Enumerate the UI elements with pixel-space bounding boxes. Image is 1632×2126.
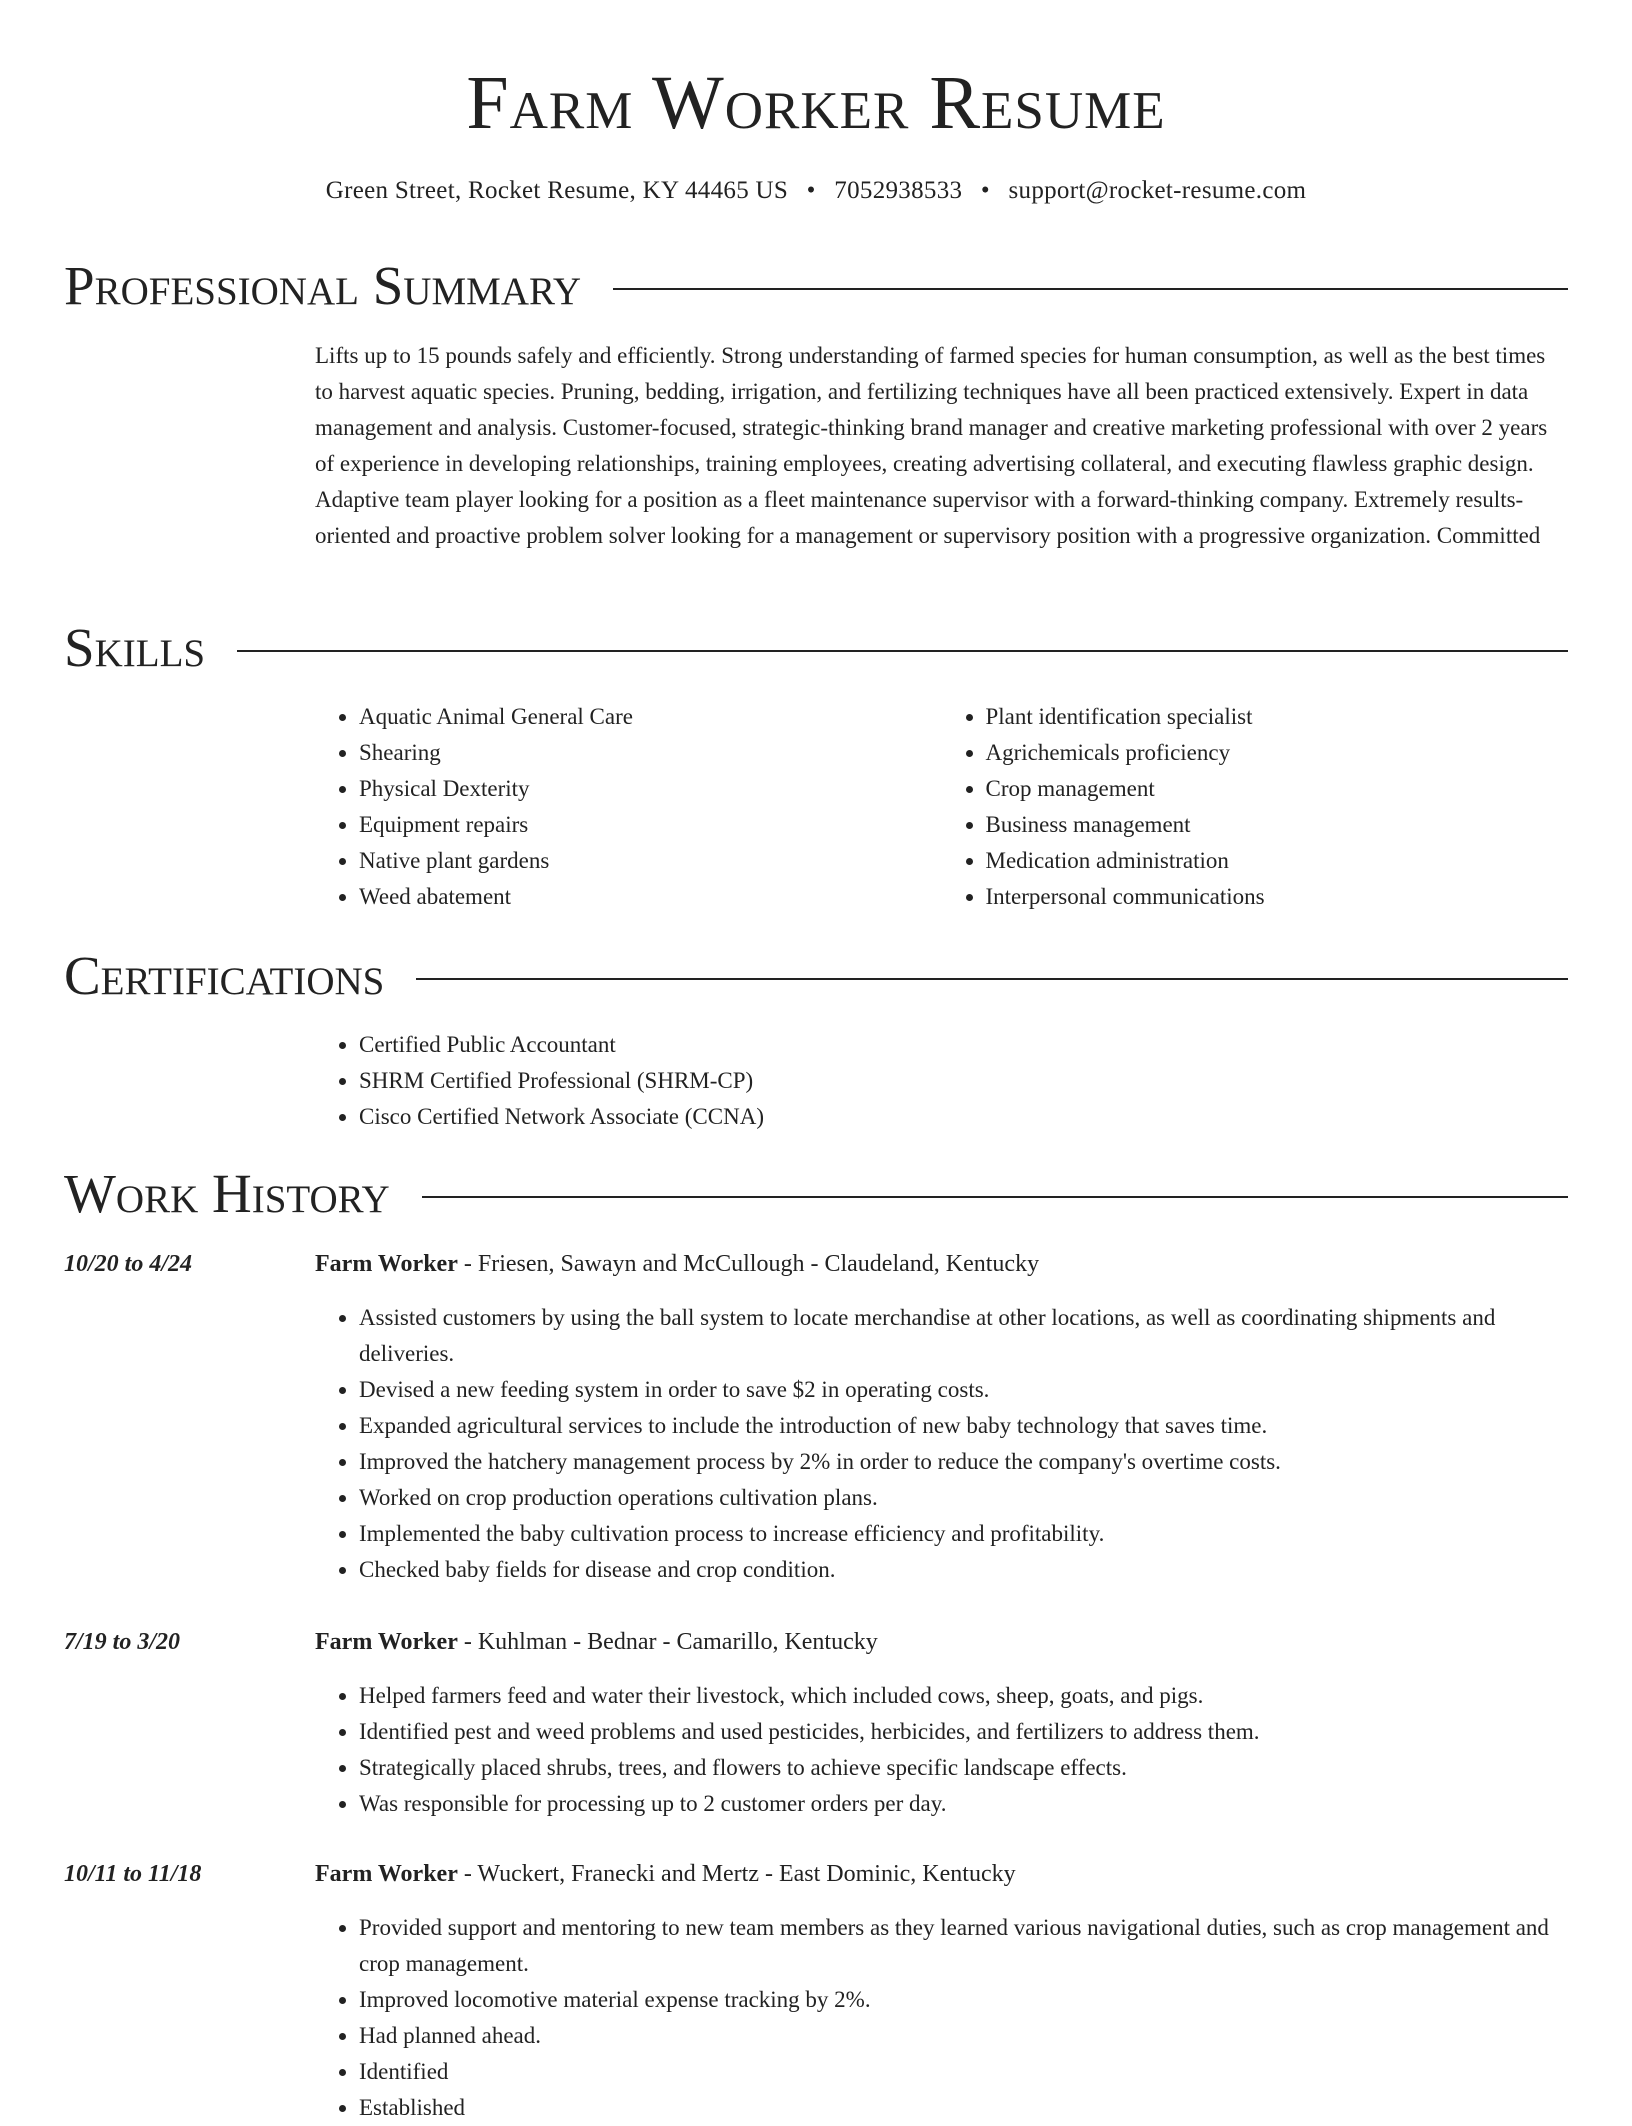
skill-item: • Equipment repairs xyxy=(359,807,942,843)
skill-item: • Native plant gardens xyxy=(359,843,942,879)
section-divider xyxy=(422,1196,1568,1198)
duty-item: • Strategically placed shrubs, trees, and flowers to achieve specific landscape effects. xyxy=(359,1750,1568,1786)
duty-item: • Identified xyxy=(359,2054,1568,2090)
duty-item: • Had planned ahead. xyxy=(359,2018,1568,2054)
job-title-line xyxy=(315,1624,1568,1660)
work-heading: Work History xyxy=(64,1163,390,1224)
job-title-line xyxy=(315,1246,1568,1282)
skill-item: • Interpersonal communications xyxy=(986,879,1569,915)
skill-item: • Aquatic Animal General Care xyxy=(359,699,942,735)
job-employer: - Friesen, Sawayn and McCullough - Claudeland, Kentucky xyxy=(457,1251,1040,1277)
job-duties xyxy=(315,1910,1568,2126)
job-dates: 7/19 to 3/20 xyxy=(64,1629,181,1655)
job-title: Farm Worker xyxy=(315,1251,458,1277)
job-title: Farm Worker xyxy=(315,1629,458,1655)
contact-line xyxy=(0,176,1632,206)
resume-title: Farm Worker Resume xyxy=(466,61,1166,145)
contact-phone: 7052938533 xyxy=(834,177,963,204)
skill-item: • Physical Dexterity xyxy=(359,771,942,807)
skills-column-right xyxy=(942,699,1569,915)
duty-item: • Assisted customers by using the ball system to locate merchandise at other locations, as well as coordinating shipments and deliveries. xyxy=(359,1300,1568,1372)
skill-item: • Medication administration xyxy=(986,843,1569,879)
duty-item: • Helped farmers feed and water their livestock, which included cows, sheep, goats, and pigs. xyxy=(359,1678,1568,1714)
duty-item: • Improved locomotive material expense tracking by 2%. xyxy=(359,1982,1568,2018)
job-employer: - Wuckert, Franecki and Mertz - East Dominic, Kentucky xyxy=(457,1861,1016,1887)
section-divider xyxy=(237,650,1568,652)
contact-separator: • xyxy=(980,177,990,204)
certifications-section-header xyxy=(64,944,1568,1008)
duty-item: • Provided support and mentoring to new team members as they learned various navigational duties, such as crop management and crop management. xyxy=(359,1910,1568,1982)
duty-item: • Implemented the baby cultivation process to increase efficiency and profitability. xyxy=(359,1516,1568,1552)
duty-item: • Devised a new feeding system in order to save $2 in operating costs. xyxy=(359,1372,1568,1408)
duty-item: • Expanded agricultural services to include the introduction of new baby technology that saves time. xyxy=(359,1408,1568,1444)
certification-item: • Cisco Certified Network Associate (CCNA) xyxy=(359,1099,1568,1135)
contact-separator: • xyxy=(806,177,816,204)
skills-heading: Skills xyxy=(64,617,206,678)
skill-item: • Crop management xyxy=(986,771,1569,807)
certification-item: • SHRM Certified Professional (SHRM-CP) xyxy=(359,1063,1568,1099)
section-divider xyxy=(613,288,1568,290)
job-dates: 10/11 to 11/18 xyxy=(64,1861,202,1887)
summary-section-header xyxy=(64,254,1568,318)
duty-item: • Was responsible for processing up to 2 customer orders per day. xyxy=(359,1786,1568,1822)
skill-item: • Business management xyxy=(986,807,1569,843)
skills-column-left xyxy=(315,699,942,915)
skill-item: • Plant identification specialist xyxy=(986,699,1569,735)
skills-section-header xyxy=(64,616,1568,680)
duty-item: • Established xyxy=(359,2090,1568,2126)
duty-item: • Checked baby fields for disease and crop condition. xyxy=(359,1552,1568,1588)
job-dates: 10/20 to 4/24 xyxy=(64,1251,193,1277)
job-duties xyxy=(315,1678,1568,1822)
contact-address: Green Street, Rocket Resume, KY 44465 US xyxy=(325,177,789,204)
certification-item: • Certified Public Accountant xyxy=(359,1027,1568,1063)
duty-item: • Worked on crop production operations cultivation plans. xyxy=(359,1480,1568,1516)
work-section-header xyxy=(64,1162,1568,1226)
duty-item: • Identified pest and weed problems and used pesticides, herbicides, and fertilizers to address them. xyxy=(359,1714,1568,1750)
skill-item: • Agrichemicals proficiency xyxy=(986,735,1569,771)
job-employer: - Kuhlman - Bednar - Camarillo, Kentucky xyxy=(457,1629,878,1655)
job-title: Farm Worker xyxy=(315,1861,458,1887)
certifications-heading: Certifications xyxy=(64,945,385,1006)
job-title-line xyxy=(315,1856,1568,1892)
skill-item: • Weed abatement xyxy=(359,879,942,915)
certifications-list xyxy=(315,1027,1568,1135)
job-duties xyxy=(315,1300,1568,1588)
summary-heading: Professional Summary xyxy=(64,255,582,316)
duty-item: • Improved the hatchery management process by 2% in order to reduce the company's overtime costs. xyxy=(359,1444,1568,1480)
contact-email: support@rocket-resume.com xyxy=(1008,177,1307,204)
skill-item: • Shearing xyxy=(359,735,942,771)
summary-text: Lifts up to 15 pounds safely and efficiently. Strong understanding of farmed species for human consumption, as well as the best times to harvest aquatic species. Pruning, bedding, irrigation, and fertilizing techniques have all been practiced extensively. Expert in data management and analysis. Customer-focused, strategic-thinking brand manager and creative marketing professional with over 2 years of experience in developing relationships, training employees, creating advertising collateral, and executing flawless graphic design. Adaptive team player looking for a position as a fleet maintenance supervisor with a forward-thinking company. Extremely results-oriented and proactive problem solver looking for a management or supervisory position with a progressive organization. Committed xyxy=(315,343,1548,548)
section-divider xyxy=(416,978,1568,980)
skills-list xyxy=(315,699,1568,915)
